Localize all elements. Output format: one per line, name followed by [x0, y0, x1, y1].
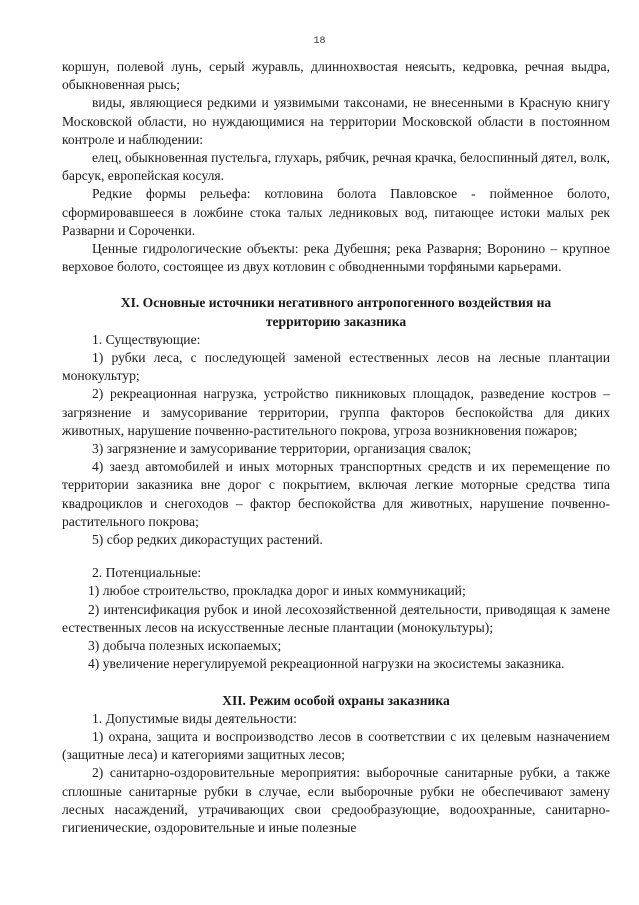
list-item: 2) рекреационная нагрузка, устройство пикниковых площадок, разведение костров – загрязнение и замусоривание территории, группа факторов беспокойства для диких животных, нарушение почвенно-растительного покрова, угроза возникновения пожаров;	[62, 386, 610, 438]
list-item: 1) рубки леса, с последующей заменой естественных лесов на лесные плантации монокультур;	[62, 350, 610, 384]
potential-label: 2. Потенциальные:	[92, 565, 202, 581]
paragraph: коршун, полевой лунь, серый журавль, длиннохвостая неясыть, кедровка, речная выдра, обыкновенная рысь;	[62, 59, 610, 93]
permitted-label: 1. Допустимые виды деятельности:	[92, 710, 297, 726]
list-item: 3) загрязнение и замусоривание территории, организация свалок;	[92, 441, 472, 457]
section-11-heading	[62, 294, 610, 330]
section-12-heading: XII. Режим особой охраны заказника	[222, 692, 450, 708]
paragraph: елец, обыкновенная пустельга, глухарь, рябчик, речная крачка, белоспинный дятел, волк, барсук, европейская косуля.	[62, 150, 610, 184]
list-item: 2) интенсификация рубок и иной лесохозяйственной деятельности, приводящая к замене естественных лесов на искусственные лесные плантации (монокультуры);	[62, 601, 610, 635]
list-item: 4) заезд автомобилей и иных моторных транспортных средств и их перемещение по территории заказника вне дорог с покрытием, включая легкие моторные средства типа квадроциклов и снегоходов – фактор беспокойства для животных, нарушение почвенно-растительного покрова;	[62, 459, 610, 529]
paragraph: виды, являющиеся редкими и уязвимыми таксонами, не внесенными в Красную книгу Московской области, но нуждающимися на территории Московской области в постоянном контроле и наблюдении:	[62, 95, 610, 147]
list-item: 3) добыча полезных ископаемых;	[88, 638, 282, 654]
list-item: 5) сбор редких дикорастущих растений.	[92, 532, 323, 548]
section-11-title-line2: территорию заказника	[265, 313, 407, 329]
document-body	[62, 58, 610, 837]
list-item: 1) охрана, защита и воспроизводство лесов в соответствии с их целевым назначением (защитные леса) и категориями защитных лесов;	[62, 728, 610, 763]
page-number: 18	[313, 36, 326, 47]
list-item: 1) любое строительство, прокладка дорог и иных коммуникаций;	[88, 583, 466, 599]
paragraph: Редкие формы рельефа: котловина болота Павловское - пойменное болото, сформировавшееся в ложбине стока талых ледниковых вод, питающее истоки малых рек Разварни и Сороченки.	[62, 186, 610, 238]
section-11-title-line1: XI. Основные источники негативного антропогенного воздействия на	[120, 295, 552, 311]
existing-label: 1. Существующие:	[92, 331, 201, 347]
paragraph: Ценные гидрологические объекты: река Дубешня; река Разварня; Воронино – крупное верховое болото, состоящее из двух котловин с обводненными торфяными карьерами.	[62, 241, 610, 275]
list-item: 2) санитарно-оздоровительные мероприятия: выборочные санитарные рубки, а также сплошные санитарные рубки в случае, если выборочные рубки не обеспечивают замену лесных насаждений, утрачивающих свои средообразующие, водоохранные, санитарно-гигиенические, оздоровительные и иные полезные	[62, 765, 610, 835]
list-item: 4) увеличение нерегулируемой рекреационной нагрузки на экосистемы заказника.	[88, 656, 565, 672]
